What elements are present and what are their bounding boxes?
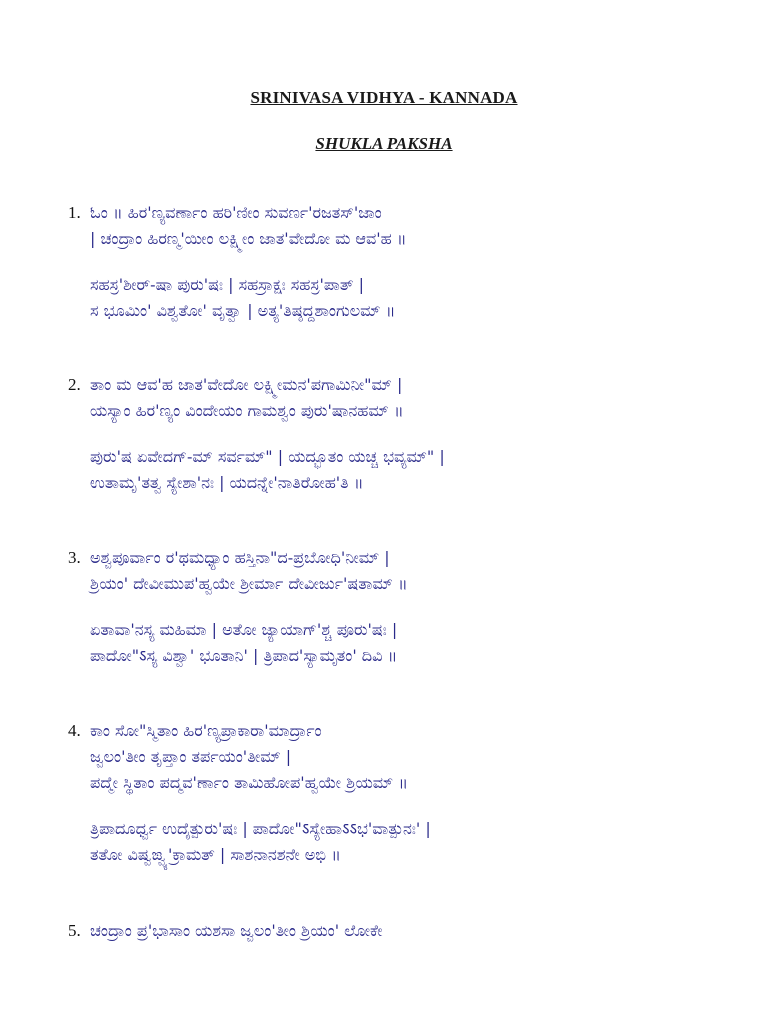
document-title: SRINIVASA VIDHYA - KANNADA bbox=[250, 88, 518, 107]
verse-1-stanza-1 bbox=[90, 200, 728, 252]
verse-number: 3. bbox=[68, 548, 81, 567]
verse-1-stanza-2 bbox=[90, 272, 728, 324]
verse-4-stanza-2 bbox=[90, 816, 728, 868]
verse-line: | ಚಂದ್ರಾಂ ಹಿರಣ್ಮ'ಯೀಂ ಲಕ್ಷ್ಮೀಂ ಜಾತ'ವೇದೋ ಮ ಆವ'ಹ ॥ bbox=[90, 229, 407, 248]
verse-number: 2. bbox=[68, 375, 81, 394]
verse-4 bbox=[68, 718, 728, 868]
verse-line: ಪಾದೋ"ऽಸ್ಯ ವಿಶ್ವಾ' ಭೂತಾನಿ' | ತ್ರಿಪಾದ'ಸ್ಯಾಮೃತಂ' ದಿವಿ ॥ bbox=[90, 646, 398, 665]
verse-3-stanza-2 bbox=[90, 617, 728, 669]
verse-number: 5. bbox=[68, 921, 81, 940]
verse-5-stanza-1 bbox=[90, 918, 728, 944]
verse-2-stanza-2 bbox=[90, 444, 728, 496]
verse-2-stanza-1 bbox=[90, 372, 728, 424]
verse-5 bbox=[68, 918, 728, 944]
verse-line: ಚಂದ್ರಾಂ ಪ್ರ'ಭಾಸಾಂ ಯಶಸಾ ಜ್ವಲಂ'ತೀಂ ಶ್ರಿಯಂ' ಲೋಕೇ bbox=[90, 921, 383, 940]
verse-line: ತತೋ ವಿಷ್ವಙ್ವ್ಯ'ಕ್ರಾಮತ್ | ಸಾಶನಾನಶನೇ ಅಭಿ ॥ bbox=[90, 845, 341, 864]
verse-line: ಅಶ್ವಪೂರ್ವಾಂ ರ'ಥಮಧ್ಯಾಂ ಹಸ್ತಿನಾ"ದ-ಪ್ರಬೋಧಿ'ನೀಮ್ | bbox=[90, 548, 390, 567]
verse-line: ಉತಾಮೃ'ತತ್ವ ಸ್ಯೇಶಾ'ನಃ | ಯದನ್ನೇ'ನಾತಿರೋಹ'ತಿ ॥ bbox=[90, 473, 364, 492]
verse-line: ಪುರು'ಷ ಏವೇದಗ್-ಮ್ ಸರ್ವಮ್" | ಯದ್ಭೂತಂ ಯಚ್ಚ ಭವ್ಯಮ್" | bbox=[90, 447, 445, 466]
verse-line: ಜ್ವಲಂ'ತೀಂ ತೃಪ್ತಾಂ ತರ್ಪಯಂ'ತೀಮ್ | bbox=[90, 747, 292, 766]
verse-number: 4. bbox=[68, 721, 81, 740]
verse-line: ಓಂ ॥ ಹಿರ'ಣ್ಯವರ್ಣಾಂ ಹರಿ'ಣೀಂ ಸುವರ್ಣ'ರಜತಸ್'ಜಾಂ bbox=[90, 203, 382, 222]
verse-line: ಪದ್ಮೇ ಸ್ಥಿತಾಂ ಪದ್ಮವ'ರ್ಣಾಂ ತಾಮಿಹೋಪ'ಹ್ವಯೇ ಶ್ರಿಯಮ್ ॥ bbox=[90, 773, 408, 792]
verse-line: ತಾಂ ಮ ಆವ'ಹ ಜಾತ'ವೇದೋ ಲಕ್ಷ್ಮೀಮನ'ಪಗಾಮಿನೀ"ಮ್ | bbox=[90, 375, 403, 394]
verse-line: ಯಸ್ಯಾಂ ಹಿರ'ಣ್ಯಂ ವಿಂದೇಯಂ ಗಾಮಶ್ವಂ ಪುರು'ಷಾನಹಮ್ ॥ bbox=[90, 401, 404, 420]
verse-number: 1. bbox=[68, 203, 81, 222]
document-subtitle: SHUKLA PAKSHA bbox=[315, 134, 453, 153]
verse-line: ಸಹಸ್ರ'ಶೀರ್-ಷಾ ಪುರು'ಷಃ | ಸಹಸ್ರಾಕ್ಷಃ ಸಹಸ್ರ'ಪಾತ್ | bbox=[90, 275, 364, 294]
verse-line: ತ್ರಿಪಾದೂರ್ಧ್ವ ಉದೈತ್ಪುರು'ಷಃ | ಪಾದೋ"ऽಸ್ಯೇಹಾऽऽಭ'ವಾತ್ಪುನಃ' | bbox=[90, 819, 431, 838]
verse-line: ಏತಾವಾ'ನಸ್ಯ ಮಹಿಮಾ | ಅತೋ ಜ್ಯಾಯಾಗ್'ಶ್ಚ ಪೂರು'ಷಃ | bbox=[90, 620, 398, 639]
verse-1 bbox=[68, 200, 728, 324]
verse-line: ಸ ಭೂಮಿಂ' ವಿಶ್ವತೋ' ವೃತ್ವಾ | ಅತ್ಯ'ತಿಷ್ಠದ್ದಶಾಂಗುಲಮ್ ॥ bbox=[90, 301, 396, 320]
verse-2 bbox=[68, 372, 728, 496]
verse-line: ಕಾಂ ಸೋ"ಸ್ಮಿತಾಂ ಹಿರ'ಣ್ಯಪ್ರಾಕಾರಾ'ಮಾರ್ದ್ರಾಂ bbox=[90, 721, 322, 740]
verse-line: ಶ್ರಿಯಂ' ದೇವೀಮುಪ'ಹ್ವಯೇ ಶ್ರೀರ್ಮಾ ದೇವೀರ್ಜು'ಷತಾಮ್ ॥ bbox=[90, 574, 408, 593]
verse-3-stanza-1 bbox=[90, 545, 728, 597]
verse-4-stanza-1 bbox=[90, 718, 728, 796]
verse-3 bbox=[68, 545, 728, 669]
